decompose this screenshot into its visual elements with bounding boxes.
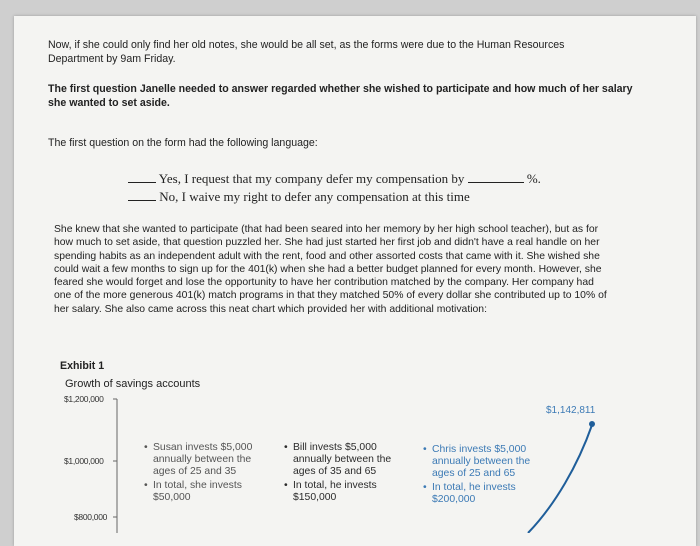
exhibit-label: Exhibit 1 xyxy=(60,360,105,372)
percent-suffix: %. xyxy=(526,171,541,186)
form-option-yes-text: Yes, I request that my company defer my compensation by xyxy=(158,171,465,186)
intro-paragraph: Now, if she could only find her old notes, she would be all set, as the forms were due to the Human Resources Department by 9am Friday. xyxy=(48,39,565,65)
callout-susan xyxy=(143,442,261,506)
callout-bill-line1: • Bill invests $5,000 annually between the ages of 35 and 65 xyxy=(293,442,401,478)
form-intro-text: The first question on the form had the following language: xyxy=(48,137,318,149)
y-tick-label: $1,000,000 xyxy=(64,456,104,466)
end-value-label: $1,142,811 xyxy=(546,405,596,416)
callout-chris-line1: • Chris invests $5,000 annually between the ages of 25 and 65 xyxy=(432,444,540,480)
callout-susan-line1: • Susan invests $5,000 annually between the ages of 25 and 35 xyxy=(153,442,261,478)
callout-susan-line2: • In total, she invests $50,000 xyxy=(153,480,261,504)
y-tick-label: $800,000 xyxy=(74,512,108,522)
callout-bill xyxy=(283,442,401,506)
callout-chris-line2: • In total, he invests $200,000 xyxy=(432,482,540,506)
callout-bill-line2: • In total, he invests $150,000 xyxy=(293,480,401,504)
series-end-point-chris xyxy=(589,421,595,427)
form-option-no-text: No, I waive my right to defer any compensation at this time xyxy=(159,189,470,204)
callout-chris xyxy=(422,444,540,508)
y-tick-label: $1,200,000 xyxy=(64,394,104,404)
first-question-paragraph: The first question Janelle needed to answer regarded whether she wished to participate and how much of her salary she wanted to set aside. xyxy=(48,83,633,109)
exhibit-title: Growth of savings accounts xyxy=(65,378,201,390)
body-paragraph: She knew that she wanted to participate (that had been seared into her memory by her high school teacher), but as for how much to set aside, that question puzzled her. She had just started her first job and didn't have a real handle on her spending habits as an independent adult with the rent, food and other assorted costs that came with it. She wished she could wait a few months to sign up for the 401(k) when she had a better budget planned for every month. However, she feared she would forget and lose the opportunity to have her contribution matched by the company. Her company had one of the more generous 401(k) match programs in that they matched 50% of every dollar she contributed up to 10% of her salary. She also came across this neat chart which provided her with additional motivation: xyxy=(54,224,607,315)
